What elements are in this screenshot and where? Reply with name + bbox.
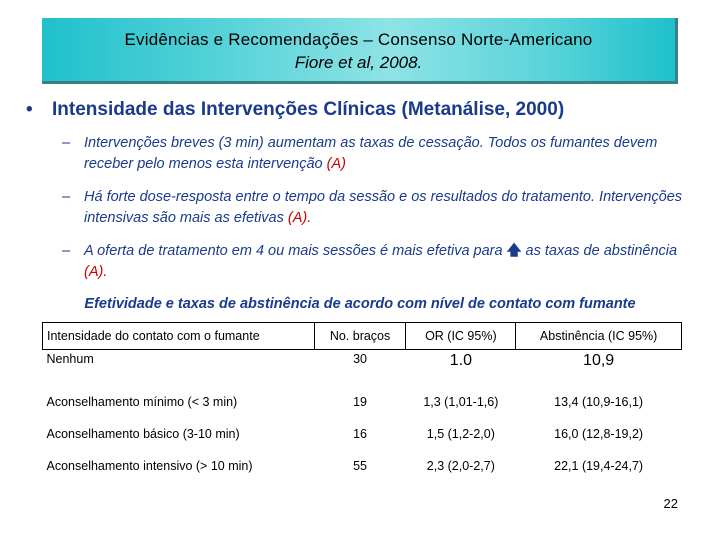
sub-bullet-dash: –	[62, 243, 71, 259]
up-arrow-icon: 🡅	[506, 243, 522, 259]
table-cell: 22,1 (19,4-24,7)	[554, 459, 644, 473]
table-cell: 1.0	[449, 352, 472, 369]
table-cell: 16	[353, 427, 367, 441]
table-cell: 1,3 (1,01-1,6)	[423, 395, 499, 409]
table-cell: Nenhum	[46, 352, 94, 366]
table-cell: 19	[353, 395, 367, 409]
title-banner	[42, 18, 678, 84]
table-row	[43, 418, 682, 450]
effectiveness-table	[42, 322, 682, 482]
column-header: Abstinência (IC 95%)	[516, 323, 682, 350]
table-row	[43, 386, 682, 418]
table-cell: Aconselhamento mínimo (< 3 min)	[46, 395, 238, 409]
table-header-row	[43, 323, 682, 350]
slide-subtitle-citation: Fiore et al, 2008.	[294, 53, 423, 72]
table-row	[43, 450, 682, 482]
table-cell: 10,9	[583, 352, 615, 369]
slide-title: Evidências e Recomendações – Consenso Norte-Americano	[124, 30, 593, 49]
table-caption: Efetividade e taxas de abstinência de acordo com nível de contato com fumante	[84, 296, 636, 312]
table-cell: 2,3 (2,0-2,7)	[426, 459, 495, 473]
table-cell: 55	[353, 459, 367, 473]
evidence-grade: (A).	[84, 264, 108, 280]
sub-bullet-dash: –	[62, 135, 71, 151]
sub-bullet-text: Intervenções breves (3 min) aumentam as taxas de cessação. Todos os fumantes devem receber pelo menos esta intervenção	[84, 135, 658, 172]
sub-bullet-text: Há forte dose-resposta entre o tempo da sessão e os resultados do tratamento. Intervenções intensivas são mais as efetivas	[84, 189, 683, 226]
table-cell: Aconselhamento básico (3-10 min)	[46, 427, 240, 441]
evidence-grade: (A).	[287, 210, 312, 226]
table-cell: 13,4 (10,9-16,1)	[554, 395, 644, 409]
sub-bullet-dash: –	[62, 189, 71, 205]
evidence-grade: (A)	[326, 156, 346, 172]
table-cell: Aconselhamento intensivo (> 10 min)	[46, 459, 253, 473]
sub-bullet-text-continued: as taxas de abstinência	[525, 243, 678, 259]
table-cell: 30	[353, 352, 367, 366]
bullet-symbol: •	[26, 99, 33, 120]
table-cell: 16,0 (12,8-19,2)	[554, 427, 644, 441]
column-header: OR (IC 95%)	[406, 323, 516, 350]
main-bullet-text: Intensidade das Intervenções Clínicas (Metanálise, 2000)	[52, 99, 565, 120]
page-number: 22	[663, 496, 678, 511]
sub-bullet-body	[84, 187, 704, 229]
sub-bullet-body	[84, 133, 704, 175]
sub-bullet-text: A oferta de tratamento em 4 ou mais sessões é mais efetiva para	[84, 243, 503, 259]
table-row	[43, 350, 682, 387]
sub-bullet-body	[84, 241, 704, 283]
table-cell: 1,5 (1,2-2,0)	[426, 427, 495, 441]
column-header: Intensidade do contato com o fumante	[43, 323, 315, 350]
column-header: No. braços	[314, 323, 406, 350]
